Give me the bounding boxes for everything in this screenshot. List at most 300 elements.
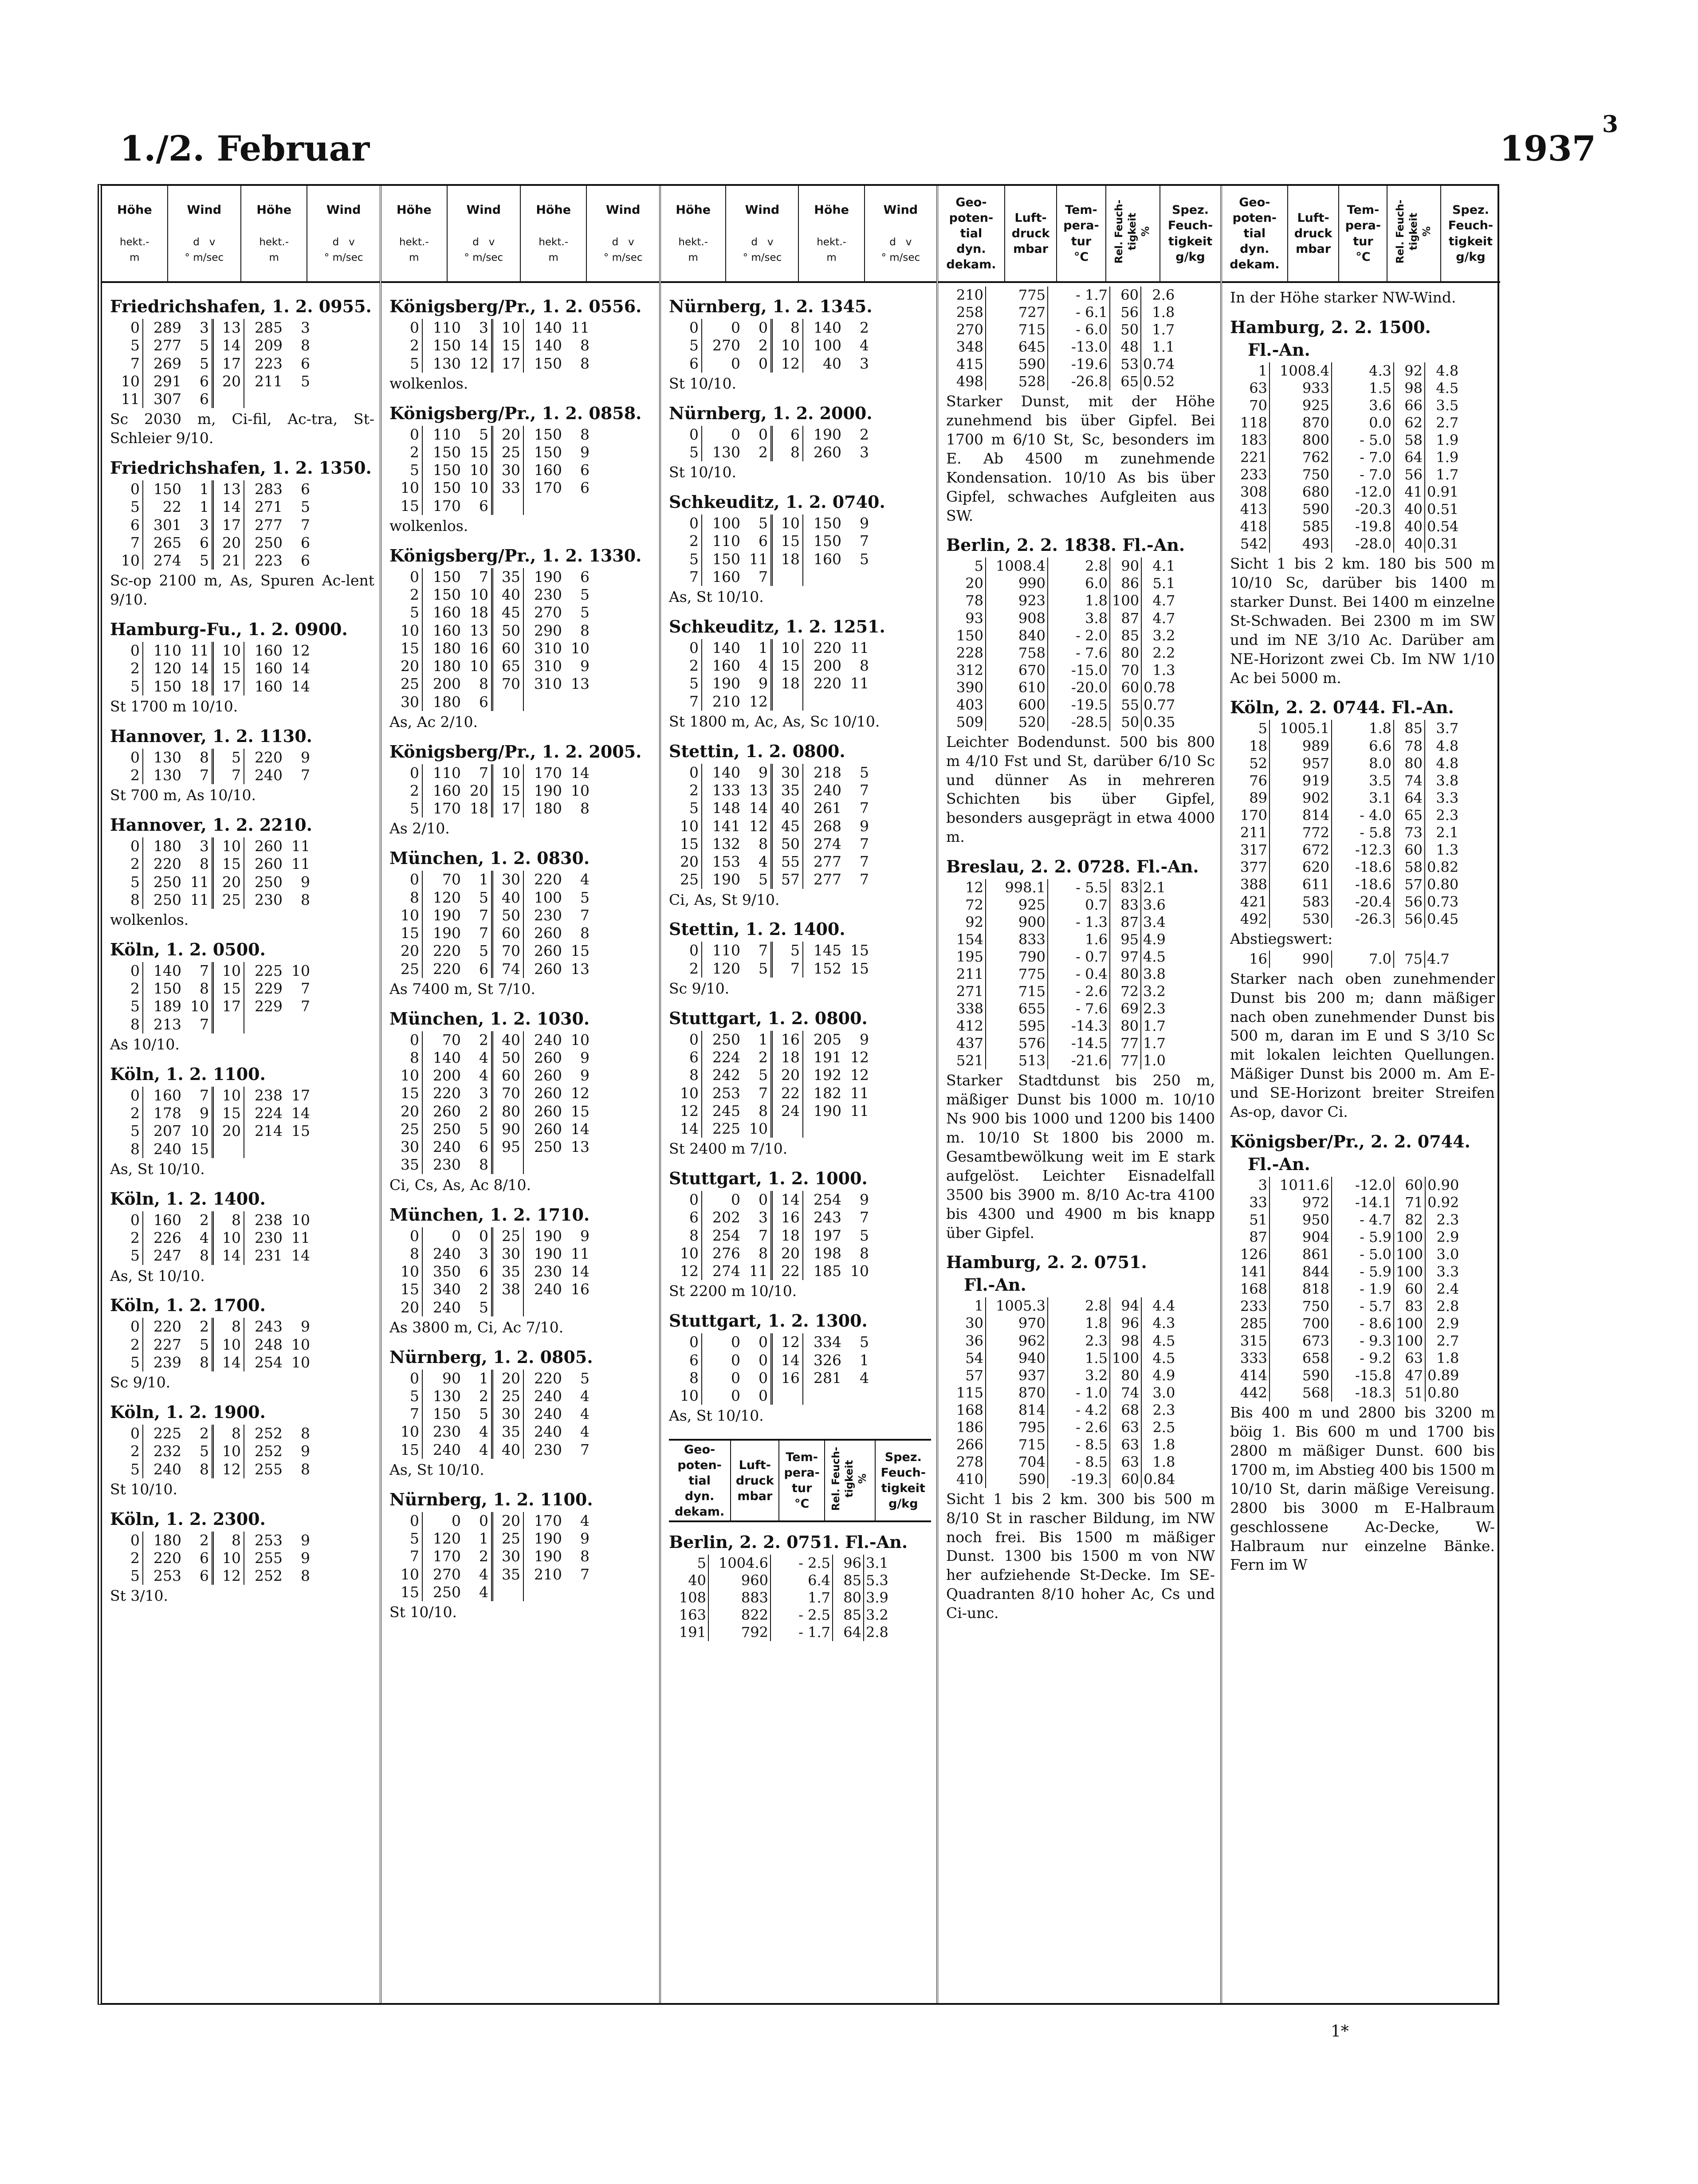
wind-cell: 6 <box>689 1049 699 1066</box>
page-year: 1937 <box>1499 129 1596 169</box>
aero-row <box>946 610 1177 627</box>
wind-cell: 0 <box>422 1512 464 1530</box>
wind-cell: 35 <box>492 1263 524 1281</box>
wind-cell: 90 <box>492 1120 524 1138</box>
wind-cell: 9 <box>580 1067 590 1084</box>
wind-row <box>672 942 872 959</box>
wind-cell: 10 <box>121 372 140 390</box>
aero-row <box>946 644 1177 662</box>
wind-cell: 10 <box>213 642 244 660</box>
aero-cell: 0.7 <box>1048 896 1110 914</box>
wind-cell: 133 <box>702 782 743 799</box>
wind-cell: 220 <box>523 1370 565 1387</box>
aero-cell: - 5.7 <box>1332 1298 1394 1315</box>
aero-cell: 0.90 <box>1425 1177 1461 1194</box>
wind-cell: 8 <box>410 1245 419 1262</box>
wind-cell: 35 <box>492 1423 524 1441</box>
wind-cell: 274 <box>143 552 184 570</box>
aero-cell: 377 <box>1240 858 1267 876</box>
aero-cell: 78 <box>1394 738 1425 755</box>
wind-cell <box>492 693 524 711</box>
wind-cell: 18 <box>470 604 488 621</box>
aero-cell: 5 <box>974 558 983 575</box>
aero-row <box>946 679 1177 696</box>
station-title: Nürnberg, 1. 2. 1345. <box>669 296 873 316</box>
wind-cell: 8 <box>200 1247 209 1265</box>
wind-row <box>113 1425 313 1442</box>
wind-cell: 9 <box>301 1531 310 1549</box>
wind-cell: 231 <box>244 1247 285 1265</box>
wind-row <box>113 1461 313 1478</box>
station-note: Sc 2030 m, Ci-fil, Ac-tra, St-Schleier 9/10. <box>110 410 374 447</box>
aero-cell: 5.3 <box>864 1572 890 1589</box>
wind-cell: 265 <box>143 534 184 552</box>
aero-cell: 2.6 <box>1141 287 1176 304</box>
wind-cell: 6 <box>301 534 310 551</box>
wind-cell: 7 <box>580 906 590 924</box>
aero-row <box>1230 1246 1461 1263</box>
aero-cell: 583 <box>1270 893 1332 911</box>
wind-cell: 218 <box>803 764 844 782</box>
wind-cell: 5 <box>130 677 140 695</box>
wind-row <box>392 355 592 373</box>
wind-cell: 190 <box>523 568 565 586</box>
wind-cell: 11 <box>571 1245 590 1262</box>
wind-cell: 11 <box>749 550 768 568</box>
wind-row <box>672 817 872 835</box>
wind-cell: 229 <box>244 980 285 998</box>
station-title: Köln, 2. 2. 0744. Fl.-An. <box>1230 697 1454 718</box>
wind-cell: 240 <box>523 1423 565 1441</box>
aero-cell: 908 <box>986 610 1048 627</box>
aero-cell: 3.8 <box>1048 610 1110 627</box>
wind-cell: 18 <box>772 675 803 692</box>
aero-cell: 957 <box>1270 755 1332 772</box>
aero-cell: 4.4 <box>1141 1297 1177 1315</box>
wind-cell: 0 <box>759 1191 768 1209</box>
aero-cell: 2.3 <box>1141 1402 1177 1419</box>
aero-cell: 348 <box>956 338 983 356</box>
aero-row <box>946 914 1167 931</box>
wind-cell: 0 <box>759 1387 768 1405</box>
wind-cell: 9 <box>759 763 768 781</box>
aero-row <box>1230 807 1460 824</box>
aero-cell: 52 <box>1249 754 1267 772</box>
aero-cell: 338 <box>956 1000 983 1017</box>
aero-cell: 8.0 <box>1332 755 1394 772</box>
wind-cell: 240 <box>244 766 285 784</box>
aero-cell: 77 <box>1110 1035 1141 1052</box>
wind-cell: 10 <box>680 817 699 835</box>
aero-cell: 1.8 <box>1048 1315 1110 1332</box>
wind-row <box>392 1227 592 1245</box>
aero-cell: 4.3 <box>1332 362 1394 380</box>
wind-cell: 230 <box>523 1441 565 1459</box>
wind-row <box>392 1263 592 1281</box>
wind-cell: 160 <box>702 657 743 675</box>
aero-cell: 41 <box>1394 483 1425 501</box>
aero-cell: 70 <box>1249 397 1267 414</box>
wind-cell: 0 <box>689 319 699 336</box>
aero-cell: 30 <box>965 1315 983 1332</box>
wind-cell: 5 <box>410 354 419 372</box>
wind-cell: 10 <box>772 515 803 532</box>
wind-cell: 2 <box>130 1104 140 1122</box>
wind-cell: 3 <box>479 1245 488 1262</box>
wind-row <box>672 1387 872 1405</box>
aero-cell: 3.8 <box>1425 772 1460 790</box>
wind-cell: 10 <box>213 1229 244 1247</box>
wind-row <box>672 1262 872 1280</box>
aero-row <box>946 1332 1177 1350</box>
wind-row <box>113 980 313 998</box>
aero-cell: 1011.6 <box>1270 1177 1332 1194</box>
wind-cell: 20 <box>492 1370 524 1387</box>
wind-cell: 160 <box>244 660 285 677</box>
wind-row <box>392 1084 592 1102</box>
station-title: Köln, 1. 2. 0500. <box>110 939 266 959</box>
wind-cell: 250 <box>143 891 184 909</box>
aero-cell: 228 <box>956 644 983 661</box>
aero-cell: 2.9 <box>1425 1229 1461 1246</box>
wind-cell: 6 <box>580 479 590 497</box>
wind-cell: 14 <box>772 1351 803 1369</box>
wind-cell: 11 <box>850 639 869 656</box>
wind-cell: 5 <box>213 749 244 766</box>
wind-cell: 11 <box>850 1102 869 1119</box>
wind-cell: 140 <box>143 962 184 980</box>
wind-cell: 74 <box>492 960 524 978</box>
aero-cell: 57 <box>965 1367 983 1384</box>
wind-cell: 6 <box>301 354 310 372</box>
wind-cell: 2 <box>689 782 699 799</box>
wind-cell: 8 <box>213 1211 244 1229</box>
wind-cell: 140 <box>702 764 743 782</box>
wind-cell: 150 <box>702 550 743 568</box>
wind-cell: 290 <box>523 622 565 640</box>
aero-cell: 762 <box>1270 449 1332 466</box>
aero-table <box>669 1555 890 1641</box>
wind-table <box>113 642 313 695</box>
aero-cell: 715 <box>986 321 1048 338</box>
wind-cell: 5 <box>759 871 768 888</box>
wind-cell: 60 <box>492 1067 524 1084</box>
wind-cell: 14 <box>571 1120 590 1138</box>
aero-cell: 40 <box>1394 518 1425 535</box>
wind-cell: 226 <box>143 1229 184 1247</box>
wind-cell: 95 <box>492 1138 524 1156</box>
wind-cell: 260 <box>523 960 565 978</box>
wind-row <box>672 1209 872 1226</box>
wind-cell: 17 <box>492 800 524 817</box>
aero-cell: - 1.3 <box>1048 914 1110 931</box>
wind-row <box>392 782 592 800</box>
wind-cell: 110 <box>143 642 184 660</box>
wind-cell: 10 <box>121 552 140 570</box>
aero-cell: 989 <box>1270 738 1332 755</box>
wind-cell: 10 <box>470 586 488 604</box>
aero-row <box>946 896 1167 914</box>
aero-cell: 126 <box>1240 1246 1267 1263</box>
aero-cell: 1005.1 <box>1270 720 1332 737</box>
aero-cell: 990 <box>986 575 1048 592</box>
aero-cell: 74 <box>1394 772 1425 790</box>
aero-cell: -19.6 <box>1048 356 1110 373</box>
wind-row <box>672 1369 872 1387</box>
aero-cell: 902 <box>1270 790 1332 807</box>
wind-cell: 5 <box>580 586 590 604</box>
aero-cell: 108 <box>679 1589 706 1607</box>
wind-cell: 160 <box>143 1087 184 1104</box>
aero-cell: 100 <box>1394 1332 1425 1350</box>
aero-cell: 33 <box>1249 1194 1267 1211</box>
aero-row <box>1230 1332 1461 1350</box>
aero-cell: -21.6 <box>1048 1052 1110 1069</box>
wind-cell: 211 <box>244 373 285 390</box>
station-title: Breslau, 2. 2. 0728. Fl.-An. <box>946 856 1199 877</box>
aero-cell: 900 <box>986 914 1048 931</box>
wind-cell: 7 <box>759 1084 768 1102</box>
wind-cell: 220 <box>143 1318 184 1336</box>
wind-cell: 2 <box>200 1531 209 1549</box>
wind-cell: 60 <box>492 640 524 657</box>
wind-cell: 7 <box>301 980 310 998</box>
wind-cell: 20 <box>772 1245 803 1262</box>
wind-cell: 8 <box>200 1353 209 1371</box>
aero-cell: 0.51 <box>1425 501 1460 518</box>
aero-cell: 3.5 <box>1425 397 1460 414</box>
aero-cell: 211 <box>1240 824 1267 841</box>
aero-cell: 97 <box>1110 948 1141 966</box>
wind-cell: 5 <box>860 763 869 781</box>
aero-cell: 0.0 <box>1332 414 1394 432</box>
aero-table <box>1230 362 1460 553</box>
aero-cell: -26.8 <box>1048 373 1110 390</box>
wind-cell: 15 <box>401 1281 419 1298</box>
aero-cell: 403 <box>956 696 983 713</box>
aero-cell: 141 <box>1240 1263 1267 1281</box>
aero-cell: 40 <box>1394 501 1425 518</box>
aero-cell: 4.8 <box>1425 755 1460 772</box>
aero-cell: -12.3 <box>1332 841 1394 859</box>
aero-cell: 312 <box>956 661 983 679</box>
aero-cell: 772 <box>1270 824 1332 841</box>
wind-cell: 178 <box>143 1104 184 1122</box>
aero-cell: - 2.6 <box>1048 1419 1110 1436</box>
wind-cell: 10 <box>213 1549 244 1567</box>
station-note: As, St 10/10. <box>669 1407 764 1425</box>
wind-cell <box>492 1299 524 1316</box>
wind-cell: 160 <box>422 622 464 640</box>
wind-cell: 20 <box>401 942 419 960</box>
aero-cell: 1008.4 <box>1270 362 1332 380</box>
wind-cell: 11 <box>291 837 310 855</box>
wind-cell <box>213 1140 244 1158</box>
wind-cell: 2 <box>479 1102 488 1120</box>
wind-cell: 14 <box>571 1263 590 1281</box>
aero-cell: 814 <box>986 1402 1048 1419</box>
aero-cell: 315 <box>1240 1332 1267 1350</box>
wind-row <box>392 1138 592 1156</box>
wind-cell: 2 <box>479 1548 488 1565</box>
aero-cell: 670 <box>986 662 1048 679</box>
wind-cell: 4 <box>860 337 869 354</box>
aero-cell: 63 <box>1110 1436 1141 1453</box>
aero-row <box>1230 1384 1461 1402</box>
station-title: Stuttgart, 1. 2. 0800. <box>669 1008 868 1028</box>
wind-cell: 10 <box>571 782 590 799</box>
wind-cell: 16 <box>571 1281 590 1298</box>
wind-cell: 220 <box>422 1084 464 1102</box>
wind-cell: 220 <box>244 749 285 766</box>
station-note: Sicht 1 bis 2 km. 300 bis 500 m 8/10 St in rascher Bildung, im NW noch frei. Bis 1500 m mäßiger Dunst. 1300 bis 1500 m von NW her aufziehende St-Decke. Im SE-Quadranten 8/10 hoher Ac, Cs und Ci-unc. <box>946 1490 1215 1622</box>
aero-cell: 82 <box>1394 1211 1425 1229</box>
aero-cell: 115 <box>956 1384 983 1401</box>
wind-cell <box>492 1583 524 1601</box>
aero-cell: 4.5 <box>1425 380 1460 397</box>
column-1 <box>102 186 381 2003</box>
wind-cell: 13 <box>470 621 488 639</box>
aero-row <box>946 1436 1177 1453</box>
aero-cell: 4.3 <box>1141 1315 1177 1332</box>
wind-cell <box>772 1387 803 1405</box>
aero-cell: 1 <box>1258 362 1267 379</box>
wind-cell: 170 <box>422 800 464 817</box>
wind-row <box>113 1567 313 1585</box>
aero-cell: 4.7 <box>1425 951 1451 968</box>
aero-row <box>1230 362 1460 380</box>
wind-cell: 7 <box>772 960 803 978</box>
wind-cell: 4 <box>479 1067 488 1084</box>
wind-cell: 15 <box>401 1084 419 1102</box>
wind-cell: 180 <box>422 640 464 657</box>
aero-cell: 92 <box>1394 362 1425 380</box>
station-note: St 10/10. <box>389 1603 457 1621</box>
station-title: Nürnberg, 1. 2. 1100. <box>389 1489 593 1509</box>
wind-cell: 213 <box>143 1016 184 1033</box>
aero-cell: 998.1 <box>986 879 1048 896</box>
wind-cell: 4 <box>479 1441 488 1458</box>
aero-cell: 100 <box>1394 1263 1425 1281</box>
aero-cell: 576 <box>986 1035 1048 1052</box>
wind-cell: 4 <box>479 1583 488 1601</box>
wind-row <box>113 873 313 891</box>
aero-cell: 62 <box>1394 414 1425 432</box>
wind-row <box>113 498 313 516</box>
wind-cell: 10 <box>492 319 524 337</box>
aero-cell: 814 <box>1270 807 1332 824</box>
aero-cell: 3.6 <box>1332 397 1394 414</box>
wind-cell <box>772 693 803 711</box>
wind-cell: 12 <box>772 355 803 373</box>
aero-cell: 960 <box>708 1572 770 1589</box>
wind-cell: 14 <box>571 764 590 782</box>
wind-row <box>113 660 313 677</box>
station-note: St 1700 m 10/10. <box>110 697 238 715</box>
wind-row <box>113 998 313 1015</box>
station-title: München, 1. 2. 1030. <box>389 1008 590 1029</box>
wind-cell: 110 <box>702 532 743 550</box>
wind-cell: 6 <box>759 532 768 550</box>
wind-cell: 30 <box>492 1548 524 1565</box>
station-note: St 2400 m 7/10. <box>669 1140 788 1158</box>
wind-row <box>392 337 592 354</box>
wind-cell: 0 <box>689 1030 699 1048</box>
aero-row <box>1230 859 1460 876</box>
aero-cell: 56 <box>1394 466 1425 483</box>
wind-row <box>672 1245 872 1262</box>
aero-cell: 258 <box>956 304 983 321</box>
wind-table <box>392 871 592 978</box>
aero-cell: - 0.4 <box>1048 966 1110 983</box>
wind-cell: 8 <box>410 888 419 906</box>
wind-cell: 7 <box>860 853 869 871</box>
wind-row <box>392 444 592 461</box>
wind-row <box>113 1549 313 1567</box>
station-note: As 10/10. <box>110 1035 180 1053</box>
wind-cell: 14 <box>291 1247 310 1265</box>
wind-cell: 5 <box>689 550 699 568</box>
wind-row <box>672 693 872 711</box>
wind-cell: 240 <box>422 1441 464 1459</box>
wind-cell: 6 <box>689 1209 699 1226</box>
wind-cell: 5 <box>759 959 768 977</box>
wind-row <box>672 355 872 373</box>
wind-cell: 274 <box>803 835 844 853</box>
wind-cell: 8 <box>200 748 209 766</box>
aero-cell: 80 <box>1110 1367 1141 1384</box>
wind-table <box>672 764 872 889</box>
station-note: St 3/10. <box>110 1587 168 1605</box>
wind-cell: 307 <box>143 390 184 408</box>
aero-cell: 2.1 <box>1425 824 1460 841</box>
wind-cell: 8 <box>580 621 590 639</box>
wind-row <box>113 1087 313 1104</box>
aero-cell: 69 <box>1110 1000 1141 1017</box>
wind-cell: 120 <box>422 889 464 907</box>
aero-cell: 645 <box>986 338 1048 356</box>
aero-cell: 4.9 <box>1141 1367 1177 1384</box>
aero-cell: 3.5 <box>1332 772 1394 790</box>
aero-cell: 58 <box>1394 432 1425 449</box>
aero-cell: 5.1 <box>1141 575 1177 592</box>
wind-cell: 0 <box>689 1333 699 1351</box>
wind-cell: 3 <box>200 319 209 336</box>
wind-cell: 260 <box>523 1049 565 1067</box>
wind-cell: 8 <box>479 1156 488 1174</box>
wind-table <box>672 639 872 711</box>
aero-header: Geo- poten- tial dyn. dekam. Luft- druck mbar Tem- pera- tur °C Rel. Feuch- tigkeit % Spez. Feuch- tigkeit g/kg <box>938 186 1220 283</box>
wind-cell: 80 <box>492 1103 524 1120</box>
aero-cell: 513 <box>986 1052 1048 1069</box>
aero-row <box>1230 397 1460 414</box>
aero-row <box>946 356 1176 373</box>
wind-cell: 2 <box>130 1442 140 1460</box>
aero-cell: - 2.6 <box>1048 983 1110 1000</box>
wind-cell <box>803 568 844 586</box>
wind-row <box>392 1566 592 1583</box>
wind-cell: 12 <box>772 1333 803 1351</box>
aero-cell: - 1.7 <box>770 1624 833 1641</box>
wind-cell: 9 <box>580 1530 590 1548</box>
wind-table <box>113 480 313 570</box>
wind-cell: 7 <box>479 906 488 924</box>
wind-cell: 214 <box>244 1122 285 1140</box>
wind-row <box>392 1512 592 1530</box>
wind-cell: 10 <box>291 962 310 979</box>
aero-cell: 80 <box>1394 755 1425 772</box>
wind-table <box>672 1031 872 1138</box>
